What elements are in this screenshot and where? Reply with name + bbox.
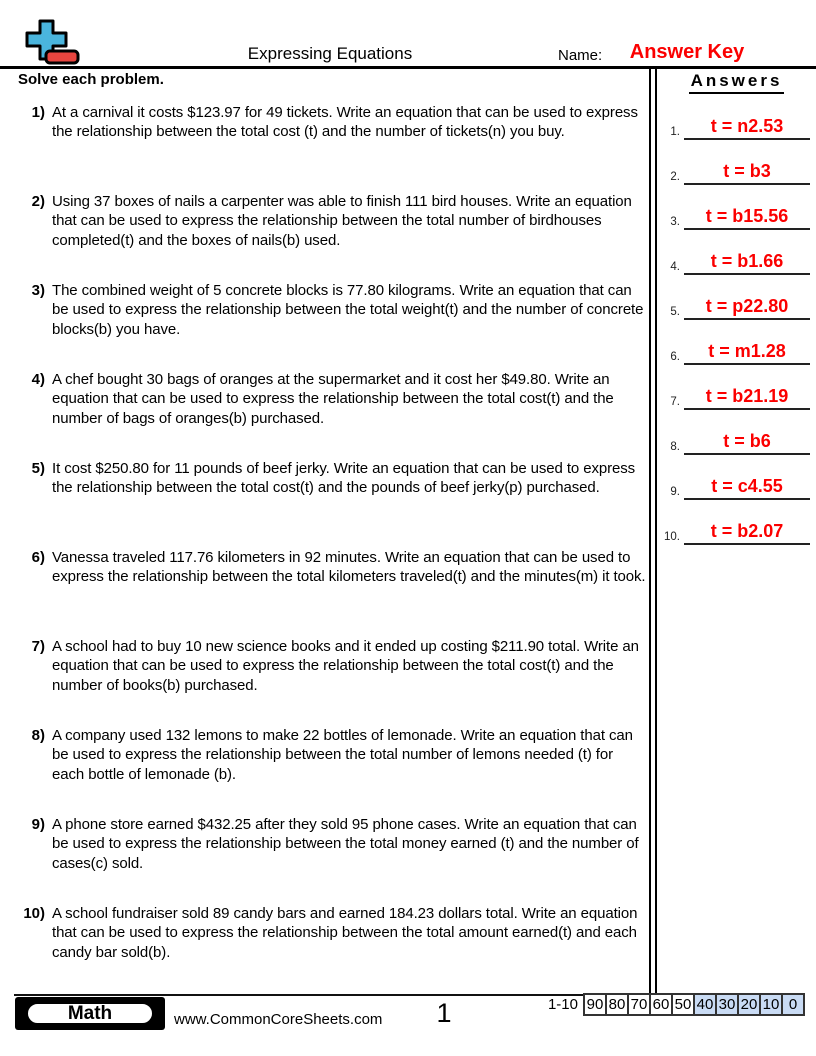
score-cell: 0 (781, 993, 805, 1016)
problem-number: 10) (23, 905, 45, 922)
page-title: Expressing Equations (247, 44, 413, 63)
problem-text: Vanessa traveled 117.76 kilometers in 92 minutes. Write an equation that can be used to express the relationship between the total kilometers traveled(t) and the minutes(m) it took. (52, 549, 646, 586)
problem-text: At a carnival it costs $123.97 for 49 tickets. Write an equation that can be used to express the relationship between the total cost (t) and the number of tickets(n) you buy. (52, 104, 638, 141)
answer-row (657, 365, 816, 410)
score-cell: 50 (671, 993, 695, 1016)
answer-blank (684, 251, 810, 275)
subject-label: Math (25, 1001, 155, 1026)
answers-column-divider (649, 66, 657, 995)
answers-panel (657, 66, 816, 545)
problem-item (18, 459, 648, 498)
answer-blank (684, 431, 810, 455)
score-cells (585, 993, 805, 1016)
answer-value: t = c4.55 (711, 476, 783, 496)
score-cell: 10 (759, 993, 783, 1016)
answer-row (657, 230, 816, 275)
problem-text: It cost $250.80 for 11 pounds of beef jerky. Write an equation that can be used to express the relationship between the total cost(t) and the pounds of beef jerky(p) purchased. (52, 460, 636, 497)
answer-key-value: Answer Key (629, 41, 745, 63)
answer-value: t = n2.53 (710, 116, 784, 136)
page-number: 1 (436, 998, 452, 1028)
answer-number: 6. (670, 351, 680, 363)
answer-row (657, 95, 816, 140)
problem-item (18, 637, 648, 695)
score-cell: 80 (605, 993, 629, 1016)
answer-row (657, 275, 816, 320)
problem-text: A phone store earned $432.25 after they sold 95 phone cases. Write an equation that can be used to express the relationship between the total money earned (t) and the number of cases(c) sold. (52, 816, 639, 872)
answer-blank (684, 206, 810, 230)
score-cell: 60 (649, 993, 673, 1016)
problem-number: 6) (31, 549, 45, 566)
score-range-label: 1-10 (547, 996, 578, 1013)
problem-number: 7) (31, 638, 45, 655)
problem-item (18, 370, 648, 428)
answer-value: t = b1.66 (710, 251, 784, 271)
problem-item (18, 103, 648, 142)
answer-row (657, 410, 816, 455)
answer-value: t = m1.28 (708, 341, 786, 361)
score-cell: 70 (627, 993, 651, 1016)
answers-heading: Answers (689, 71, 785, 94)
score-cell: 90 (583, 993, 607, 1016)
answer-row (657, 455, 816, 500)
answers-list (657, 95, 816, 545)
answer-number: 3. (670, 216, 680, 228)
answer-value: t = b2.07 (710, 521, 784, 541)
answer-number: 9. (670, 486, 680, 498)
answer-blank (684, 476, 810, 500)
problem-text: A school had to buy 10 new science books and it ended up costing $211.90 total. Write an equation that can be used to express the relationship between the total cost(t) and the number of books(b) purchased. (52, 638, 639, 694)
answer-row (657, 140, 816, 185)
problem-number: 5) (31, 460, 45, 477)
problem-number: 9) (31, 816, 45, 833)
answer-blank (684, 521, 810, 545)
problem-item (18, 904, 648, 962)
problem-number: 8) (31, 727, 45, 744)
answer-number: 5. (670, 306, 680, 318)
problem-number: 1) (31, 104, 45, 121)
answer-row (657, 185, 816, 230)
problem-number: 4) (31, 371, 45, 388)
problem-number: 2) (31, 193, 45, 210)
problem-text: A company used 132 lemons to make 22 bottles of lemonade. Write an equation that can be used to express the relationship between the total number of lemons needed (t) for each bottle of lemonade (b). (52, 727, 633, 783)
answer-value: t = p22.80 (705, 296, 789, 316)
answer-value: t = b15.56 (705, 206, 789, 226)
score-cell: 20 (737, 993, 761, 1016)
instruction-text: Solve each problem. (18, 71, 164, 88)
answer-value: t = b6 (723, 431, 771, 451)
name-label: Name: (558, 47, 603, 64)
problem-item (18, 192, 648, 250)
answer-value: t = b3 (723, 161, 771, 181)
answer-blank (684, 116, 810, 140)
answer-blank (684, 341, 810, 365)
problem-text: Using 37 boxes of nails a carpenter was able to finish 111 bird houses. Write an equation that can be used to express the relationship between the total number of birdhouses completed(t) and the boxes of nails(b) used. (52, 193, 632, 249)
answer-row (657, 500, 816, 545)
problem-text: A school fundraiser sold 89 candy bars and earned 184.23 dollars total. Write an equation that can be used to express the relationship between the total amount earned(t) and each candy bar sold(b). (52, 905, 638, 961)
subject-badge (15, 997, 165, 1030)
answer-number: 1. (670, 126, 680, 138)
website-url: www.CommonCoreSheets.com (174, 1011, 383, 1028)
problem-text: A chef bought 30 bags of oranges at the supermarket and it cost her $49.80. Write an equation that can be used to express the relationship between the total cost(t) and the number of bags of oranges(b) purchased. (52, 371, 614, 427)
problem-item (18, 815, 648, 873)
problem-number: 3) (31, 282, 45, 299)
answer-number: 10. (664, 531, 680, 543)
problem-item (18, 281, 648, 339)
score-strip (548, 993, 805, 1016)
score-cell: 40 (693, 993, 717, 1016)
score-cell: 30 (715, 993, 739, 1016)
answer-number: 2. (670, 171, 680, 183)
problem-item (18, 548, 648, 587)
answer-blank (684, 296, 810, 320)
answer-blank (684, 161, 810, 185)
answer-number: 7. (670, 396, 680, 408)
answer-number: 4. (670, 261, 680, 273)
answer-blank (684, 386, 810, 410)
answer-row (657, 320, 816, 365)
problem-text: The combined weight of 5 concrete blocks is 77.80 kilograms. Write an equation that can be used to express the relationship between the total weight(t) and the number of concrete blocks(b) you have. (52, 282, 644, 338)
problem-item (18, 726, 648, 784)
answer-number: 8. (670, 441, 680, 453)
answer-value: t = b21.19 (705, 386, 789, 406)
